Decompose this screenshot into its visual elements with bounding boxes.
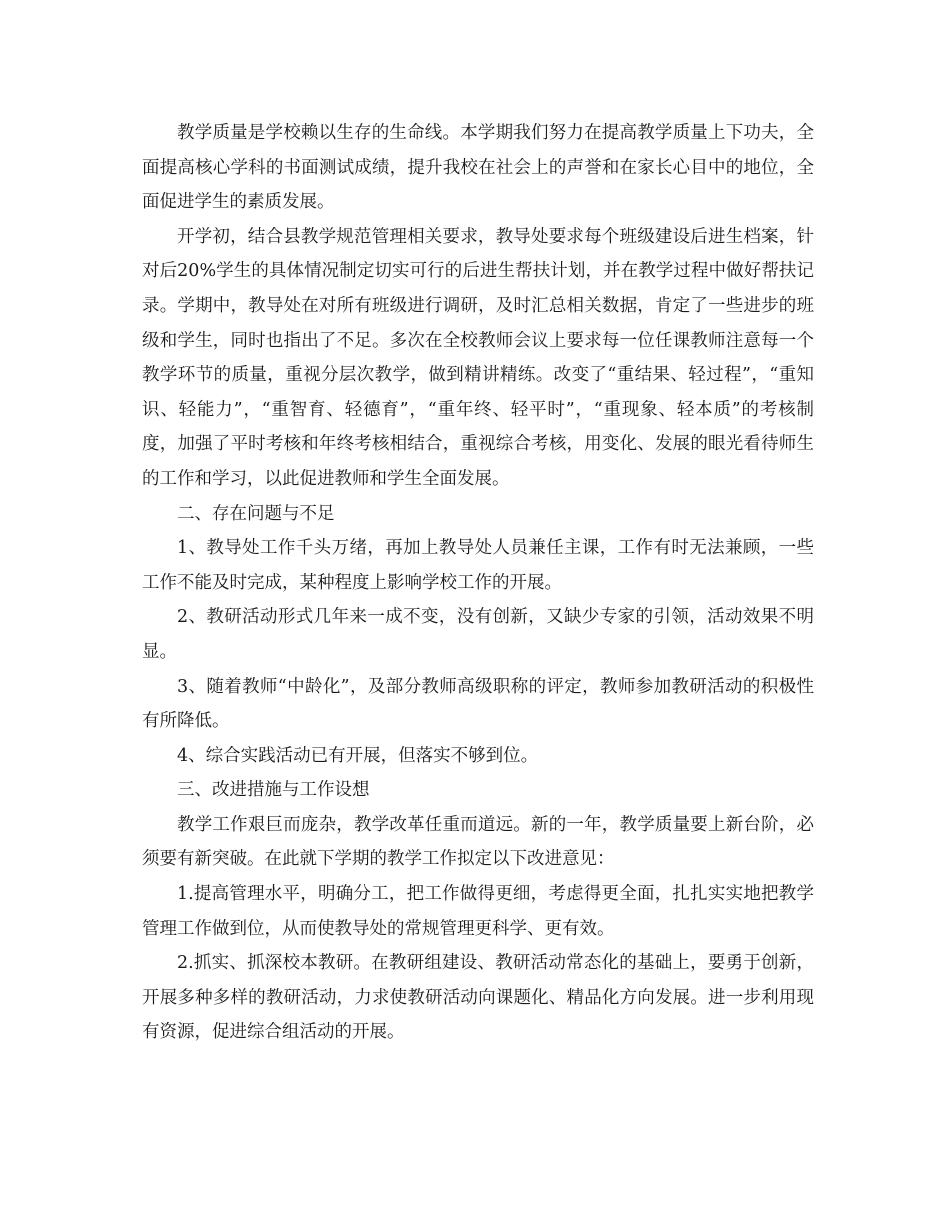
problem-item-1: 1、教导处工作千头万绪，再加上教导处人员兼任主课，工作有时无法兼顾，一些工作不能及时完成，某种程度上影响学校工作的开展。 (142, 538, 814, 593)
problem-item-4: 4、综合实践活动已有开展，但落实不够到位。 (177, 745, 539, 766)
improvement-item-2: 2.抓实、抓深校本教研。在教研组建设、教研活动常态化的基础上，要勇于创新，开展多种多样的教研活动，力求使教研活动向课题化、精品化方向发展。进一步利用现有资源，促进综合组活动的开展。 (142, 953, 814, 1043)
problem-item-2: 2、教研活动形式几年来一成不变，没有创新，又缺少专家的引领，活动效果不明显。 (142, 607, 814, 662)
improvement-item-1: 1.提高管理水平，明确分工，把工作做得更细，考虑得更全面，扎扎实实地把教学管理工作做到位，从而使教导处的常规管理更科学、更有效。 (142, 884, 814, 939)
paragraph-semester-start: 开学初，结合县教学规范管理相关要求，教导处要求每个班级建设后进生档案，针对后20%学生的具体情况制定切实可行的后进生帮扶计划，并在教学过程中做好帮扶记录。学期中，教导处在对所有班级进行调研，及时汇总相关数据，肯定了一些进步的班级和学生，同时也指出了不足。多次在全校教师会议上要求每一位任课教师注意每一个教学环节的质量，重视分层次教学，做到精讲精练。改变了“重结果、轻过程”，“重知识、轻能力”，“重智育、轻德育”，“重年终、轻平时”，“重现象、轻本质”的考核制度，加强了平时考核和年终考核相结合，重视综合考核，用变化、发展的眼光看待师生的工作和学习，以此促进教师和学生全面发展。 (142, 226, 814, 489)
paragraph-teaching-quality: 教学质量是学校赖以生存的生命线。本学期我们努力在提高教学质量上下功夫，全面提高核心学科的书面测试成绩，提升我校在社会上的声誉和在家长心目中的地位，全面促进学生的素质发展。 (142, 123, 814, 213)
section-heading-problems: 二、存在问题与不足 (177, 503, 335, 524)
section-heading-improvements: 三、改进措施与工作设想 (177, 780, 370, 801)
problem-item-3: 3、随着教师“中龄化”，及部分教师高级职称的评定，教师参加教研活动的积极性有所降低。 (142, 676, 814, 732)
paragraph-improvement-intro: 教学工作艰巨而庞杂，教学改革任重而道远。新的一年，教学质量要上新台阶，必须要有新突破。在此就下学期的教学工作拟定以下改进意见： (142, 814, 814, 870)
document-body (142, 116, 814, 1050)
